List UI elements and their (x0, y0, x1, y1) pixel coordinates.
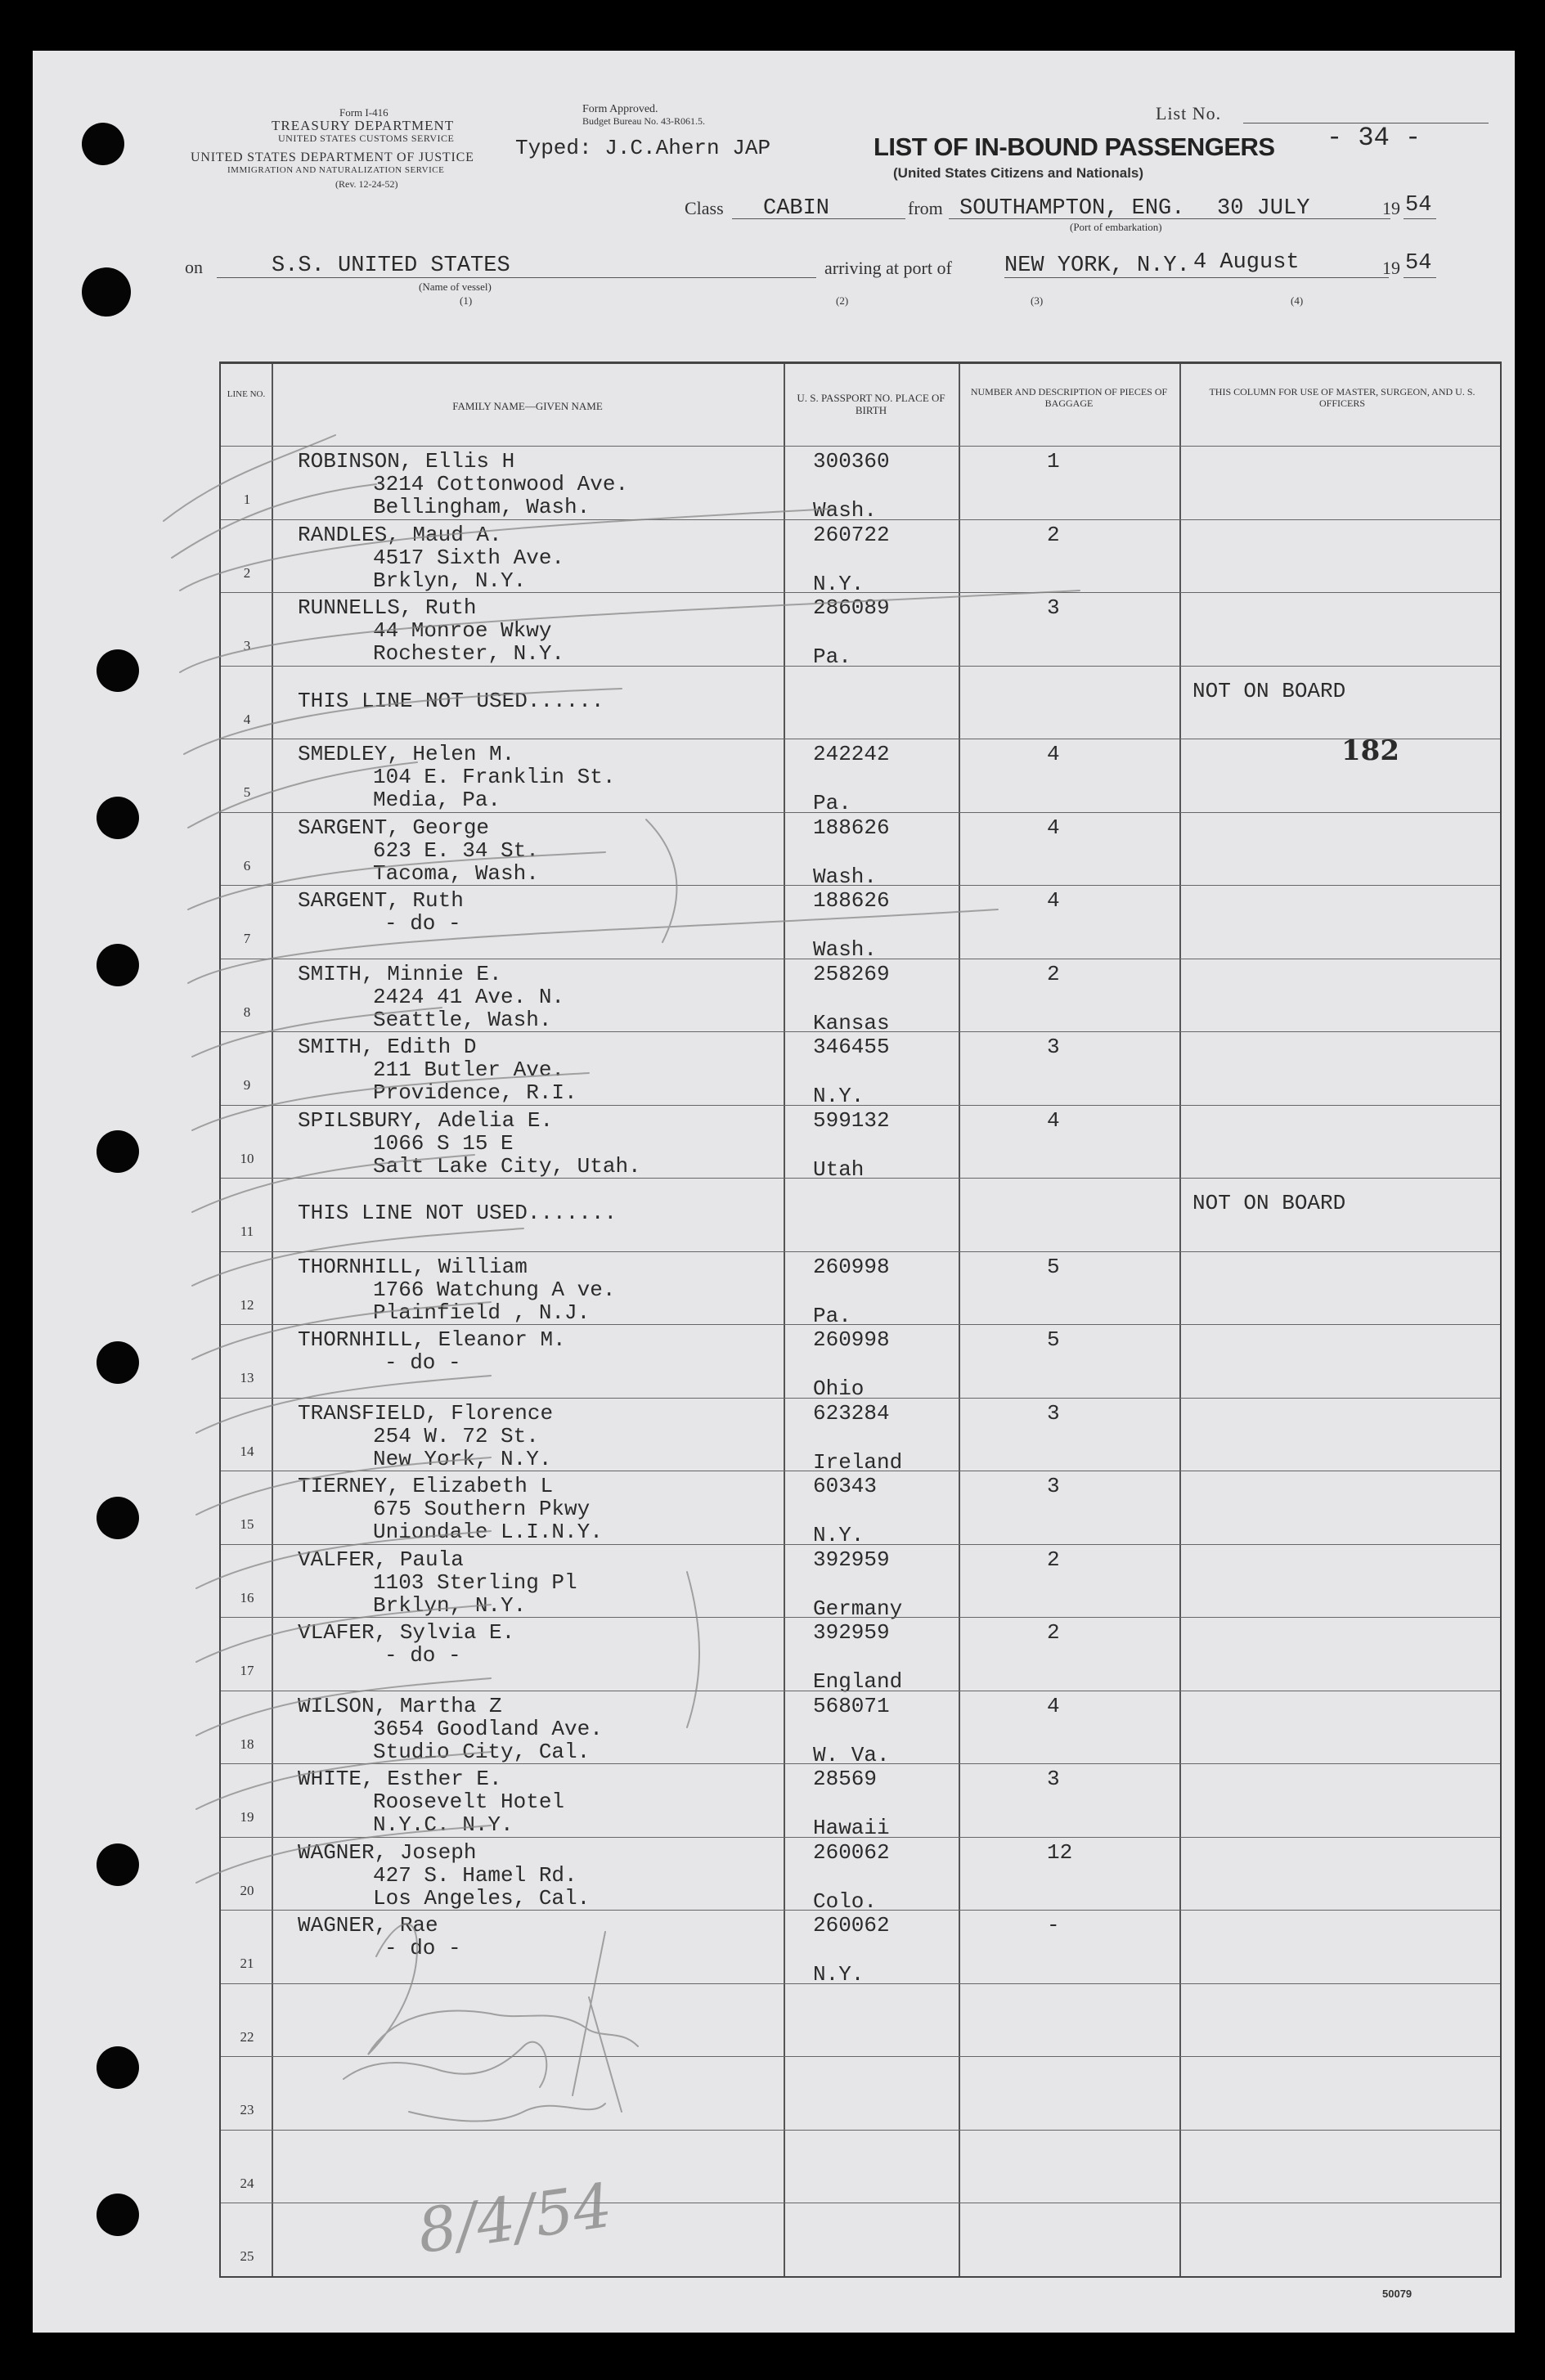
punch-hole (97, 1130, 139, 1173)
passenger-name: VLAFER, Sylvia E. (298, 1620, 515, 1645)
arrival-year-line (1404, 277, 1436, 278)
passenger-table (219, 361, 1502, 2278)
table-row (221, 1763, 1500, 1840)
place-of-birth: Pa. (813, 791, 851, 815)
baggage-count: 4 (1047, 742, 1060, 766)
address-line-2: N.Y.C. N.Y. (373, 1812, 514, 1837)
baggage-count: 1 (1047, 449, 1060, 474)
row-divider (221, 1763, 1500, 1764)
line-number: 4 (243, 711, 251, 727)
line-number: 2 (243, 564, 251, 581)
col-header-passport: U. S. PASSPORT NO. PLACE OF BIRTH (797, 392, 945, 416)
baggage-count: 2 (1047, 961, 1060, 986)
row-divider (221, 885, 1500, 886)
punch-hole (82, 267, 131, 317)
col-num-4: (4) (1291, 294, 1304, 307)
from-label: from (908, 198, 943, 218)
passenger-name: THIS LINE NOT USED....... (298, 1201, 618, 1225)
table-row (221, 1031, 1500, 1108)
row-divider (221, 1031, 1500, 1032)
address-line-1: 427 S. Hamel Rd. (373, 1862, 577, 1888)
line-number: 9 (243, 1077, 251, 1093)
line-number: 14 (240, 1443, 254, 1459)
table-row (221, 2056, 1500, 2130)
line-number: 16 (240, 1589, 254, 1605)
place-of-birth: N.Y. (813, 1084, 865, 1108)
address-line-1: - do - (384, 911, 461, 936)
row-divider (221, 1324, 1500, 1325)
punch-hole (97, 1341, 139, 1384)
place-of-birth: Hawaii (813, 1816, 890, 1840)
passport-number: 188626 (813, 815, 890, 840)
punch-hole (97, 649, 139, 692)
table-row (221, 1691, 1500, 1767)
address-line-1: - do - (384, 1643, 461, 1668)
row-divider (221, 519, 1500, 520)
place-of-birth: Kansas (813, 1010, 890, 1035)
passport-number: 300360 (813, 449, 890, 474)
baggage-count: 4 (1047, 815, 1060, 840)
col-num-3: (3) (1031, 294, 1044, 307)
address-line-2: Providence, R.I. (373, 1080, 577, 1105)
passport-number: 260722 (813, 522, 890, 547)
vessel-name: S.S. UNITED STATES (272, 254, 510, 278)
year-line (1404, 218, 1436, 219)
vessel-caption: (Name of vessel) (419, 281, 492, 293)
baggage-count: 2 (1047, 1620, 1060, 1645)
manifest-page (33, 51, 1515, 2333)
table-row (221, 812, 1500, 889)
address-line-2: Tacoma, Wash. (373, 860, 539, 886)
row-divider (221, 666, 1500, 667)
page-title: LIST OF IN-BOUND PASSENGERS (874, 132, 1275, 161)
line-number: 17 (240, 1663, 254, 1678)
address-line-2: Brklyn, N.Y. (373, 1592, 527, 1618)
address-line-1: 1103 Sterling Pl (373, 1569, 577, 1595)
address-line-2: Rochester, N.Y. (373, 641, 565, 666)
passenger-name: WHITE, Esther E. (298, 1767, 502, 1791)
passenger-name: VALFER, Paula (298, 1547, 464, 1572)
address-line-2: Bellingham, Wash. (373, 495, 591, 519)
class-value: CABIN (763, 196, 830, 221)
passenger-name: RUNNELLS, Ruth (298, 595, 477, 620)
form-approved: Form Approved. (582, 103, 658, 115)
punch-hole (82, 123, 124, 165)
passenger-name: RANDLES, Maud A. (298, 522, 502, 547)
line-number: 19 (240, 1809, 254, 1825)
baggage-count: 4 (1047, 1107, 1060, 1133)
baggage-count: 4 (1047, 1693, 1060, 1718)
passenger-name: SPILSBURY, Adelia E. (298, 1107, 554, 1133)
address-line-1: 623 E. 34 St. (373, 837, 539, 863)
passenger-name: THORNHILL, William (298, 1254, 528, 1279)
place-of-birth: W. Va. (813, 1742, 890, 1767)
line-number: 13 (240, 1370, 254, 1385)
table-row (221, 1398, 1500, 1475)
punch-hole (97, 944, 139, 986)
table-row (221, 1910, 1500, 1987)
port-of-embarkation: SOUTHAMPTON, ENG. (959, 196, 1185, 221)
passport-number: 346455 (813, 1035, 890, 1059)
list-number: - 34 - (1327, 123, 1421, 153)
line-number: 23 (240, 2102, 254, 2117)
row-divider (221, 1910, 1500, 1911)
treasury-dept: TREASURY DEPARTMENT (272, 118, 455, 133)
address-line-2: Uniondale L.I.N.Y. (373, 1520, 603, 1544)
line-number: 22 (240, 2028, 254, 2045)
list-no-label: List No. (1156, 103, 1222, 123)
passport-number: 392959 (813, 1620, 890, 1645)
line-number: 18 (240, 1736, 254, 1752)
table-row (221, 1251, 1500, 1328)
baggage-count: 3 (1047, 1767, 1060, 1791)
punch-hole (97, 2046, 139, 2089)
passport-number: 260062 (813, 1913, 890, 1938)
col-header-baggage: NUMBER AND DESCRIPTION OF PIECES OF BAGGAGE (970, 386, 1168, 409)
address-line-1: 1766 Watchung A ve. (373, 1277, 616, 1302)
arrival-date: 4 August (1193, 250, 1300, 275)
col-header-name: FAMILY NAME—GIVEN NAME (452, 400, 603, 412)
place-of-birth: Ireland (813, 1449, 903, 1475)
typed-by: Typed: J.C.Ahern JAP (515, 136, 771, 160)
row-divider (221, 592, 1500, 593)
address-line-2: Seattle, Wash. (373, 1007, 552, 1032)
table-row (221, 1471, 1500, 1547)
baggage-count: - (1047, 1913, 1060, 1938)
passport-number: 260062 (813, 1839, 890, 1865)
line-number: 10 (240, 1150, 254, 1166)
passport-number: 623284 (813, 1400, 890, 1426)
row-divider (221, 1251, 1500, 1252)
punch-hole (97, 1843, 139, 1886)
budget-bureau: Budget Bureau No. 43-R061.5. (582, 115, 705, 127)
baggage-count: 3 (1047, 595, 1060, 620)
passport-number: 260998 (813, 1327, 890, 1352)
port-caption: (Port of embarkation) (1070, 221, 1162, 233)
officer-note: NOT ON BOARD (1192, 678, 1346, 703)
address-line-1: 2424 41 Ave. N. (373, 984, 565, 1009)
place-of-birth: N.Y. (813, 571, 865, 596)
address-line-1: Roosevelt Hotel (373, 1789, 565, 1814)
arriving-label: arriving at port of (824, 258, 952, 278)
baggage-count: 3 (1047, 1474, 1060, 1498)
table-row (221, 1324, 1500, 1401)
row-divider (221, 1105, 1500, 1106)
customs-service: UNITED STATES CUSTOMS SERVICE (278, 132, 455, 144)
address-line-1: 3214 Cottonwood Ave. (373, 472, 629, 496)
row-divider (221, 1398, 1500, 1399)
address-line-1: 254 W. 72 St. (373, 1423, 539, 1448)
officer-note: 182 (1341, 734, 1399, 767)
embarkation-year: 54 (1405, 193, 1432, 218)
address-line-1: - do - (384, 1350, 461, 1375)
arrival-year: 54 (1405, 251, 1432, 276)
passenger-name: THORNHILL, Eleanor M. (298, 1327, 566, 1352)
passenger-name: TIERNEY, Elizabeth L (298, 1474, 554, 1498)
passport-number: 286089 (813, 595, 890, 620)
baggage-count: 2 (1047, 1547, 1060, 1572)
address-line-2: New York, N.Y. (373, 1446, 552, 1471)
place-of-birth: Pa. (813, 1303, 851, 1328)
line-number: 5 (243, 784, 251, 800)
baggage-count: 5 (1047, 1327, 1060, 1352)
row-divider (221, 1983, 1500, 1984)
row-divider (221, 1544, 1500, 1545)
passport-number: 392959 (813, 1547, 890, 1572)
handwritten-date: 8/4/54 (413, 2170, 617, 2268)
row-divider (221, 2056, 1500, 2057)
table-row (221, 1544, 1500, 1621)
line-number: 6 (243, 857, 251, 873)
table-row (221, 1105, 1500, 1182)
table-row (221, 666, 1500, 739)
punch-hole (97, 1497, 139, 1539)
passport-number: 188626 (813, 888, 890, 913)
passenger-name: SARGENT, George (298, 815, 490, 840)
passport-number: 28569 (813, 1767, 878, 1791)
table-row (221, 1837, 1500, 1914)
passport-number: 60343 (813, 1474, 878, 1498)
passenger-name: THIS LINE NOT USED...... (298, 688, 604, 713)
row-divider (221, 1178, 1500, 1179)
row-divider (221, 1617, 1500, 1618)
table-row (221, 1617, 1500, 1694)
line-number: 24 (240, 2175, 254, 2191)
place-of-birth: Ohio (813, 1376, 865, 1401)
passenger-name: WAGNER, Joseph (298, 1839, 477, 1865)
row-divider (221, 2130, 1500, 2131)
place-of-birth: Wash. (813, 864, 878, 889)
table-row (221, 1178, 1500, 1251)
address-line-1: 104 E. Franklin St. (373, 765, 616, 789)
ins-service: IMMIGRATION AND NATURALIZATION SERVICE (227, 165, 445, 175)
line-number: 8 (243, 1004, 251, 1020)
address-line-1: 44 Monroe Wkwy (373, 618, 552, 643)
passport-number: 258269 (813, 961, 890, 986)
place-of-birth: Colo. (813, 1888, 878, 1914)
table-row (221, 592, 1500, 669)
passenger-name: WILSON, Martha Z (298, 1693, 502, 1718)
table-row (221, 2203, 1500, 2276)
line-number: 12 (240, 1296, 254, 1313)
passenger-name: SARGENT, Ruth (298, 888, 464, 913)
baggage-count: 3 (1047, 1035, 1060, 1059)
passenger-name: SMITH, Edith D (298, 1035, 477, 1059)
passenger-name: ROBINSON, Ellis H (298, 449, 515, 474)
line-number: 11 (240, 1224, 254, 1239)
table-row (221, 2130, 1500, 2203)
baggage-count: 3 (1047, 1400, 1060, 1426)
address-line-2: Plainfield , N.J. (373, 1300, 591, 1325)
place-of-birth: Pa. (813, 644, 851, 669)
page-subtitle: (United States Citizens and Nationals) (893, 165, 1144, 181)
line-number: 1 (243, 492, 251, 507)
arrival-year-prefix: 19 (1382, 258, 1400, 278)
address-line-2: Studio City, Cal. (373, 1739, 591, 1764)
form-number: Form I-416 (339, 106, 388, 119)
row-divider (221, 1837, 1500, 1838)
address-line-1: 3654 Goodland Ave. (373, 1716, 603, 1741)
place-of-birth: N.Y. (813, 1523, 865, 1547)
line-number: 15 (240, 1516, 254, 1532)
passport-number: 568071 (813, 1693, 890, 1718)
baggage-count: 2 (1047, 522, 1060, 547)
class-label: Class (685, 198, 724, 218)
embarkation-date: 30 JULY (1217, 196, 1310, 221)
revision: (Rev. 12-24-52) (335, 178, 398, 190)
place-of-birth: N.Y. (813, 1962, 865, 1987)
passport-number: 599132 (813, 1107, 890, 1133)
address-line-2: Brklyn, N.Y. (373, 568, 527, 593)
line-number: 7 (243, 931, 251, 946)
address-line-1: 675 Southern Pkwy (373, 1497, 591, 1521)
baggage-count: 4 (1047, 888, 1060, 913)
baggage-count: 5 (1047, 1254, 1060, 1279)
row-divider (221, 812, 1500, 813)
officer-note: NOT ON BOARD (1192, 1191, 1346, 1215)
baggage-count: 12 (1047, 1839, 1073, 1865)
passport-number: 242242 (813, 742, 890, 766)
address-line-2: Salt Lake City, Utah. (373, 1153, 641, 1179)
table-row (221, 885, 1500, 962)
passenger-name: SMITH, Minnie E. (298, 961, 502, 986)
arrival-port: NEW YORK, N.Y. (1004, 254, 1190, 278)
col-num-2: (2) (836, 294, 849, 307)
place-of-birth: Wash. (813, 498, 878, 523)
table-row (221, 446, 1500, 523)
year-prefix: 19 (1382, 198, 1400, 218)
punch-hole (97, 797, 139, 839)
justice-dept: UNITED STATES DEPARTMENT OF JUSTICE (191, 150, 474, 164)
address-line-1: 211 Butler Ave. (373, 1058, 565, 1082)
line-number: 25 (240, 2248, 254, 2264)
address-line-1: 1066 S 15 E (373, 1130, 514, 1156)
place-of-birth: Germany (813, 1596, 903, 1621)
col-header-line-no: LINE NO. (227, 389, 266, 399)
passenger-name: WAGNER, Rae (298, 1913, 438, 1938)
table-row (221, 734, 1500, 815)
passenger-name: TRANSFIELD, Florence (298, 1400, 554, 1426)
address-line-2: Los Angeles, Cal. (373, 1885, 591, 1911)
address-line-1: 4517 Sixth Ave. (373, 545, 565, 570)
passenger-name: SMEDLEY, Helen M. (298, 742, 515, 766)
col-num-1: (1) (460, 294, 473, 307)
line-number: 21 (240, 1956, 254, 1971)
line-number: 3 (243, 638, 251, 653)
punch-hole (97, 2194, 139, 2236)
address-line-1: - do - (384, 1936, 461, 1960)
place-of-birth: Utah (813, 1156, 865, 1182)
passport-number: 260998 (813, 1254, 890, 1279)
place-of-birth: Wash. (813, 937, 878, 962)
table-row (221, 519, 1500, 596)
col-header-officers: THIS COLUMN FOR USE OF MASTER, SURGEON, AND U. S. OFFICERS (1209, 386, 1475, 409)
line-number: 20 (240, 1882, 254, 1898)
footer-code: 50079 (1382, 2288, 1413, 2300)
row-divider (221, 446, 1500, 447)
table-row (221, 959, 1500, 1035)
place-of-birth: England (813, 1669, 903, 1694)
address-line-2: Media, Pa. (373, 788, 501, 812)
table-row (221, 1983, 1500, 2057)
on-label: on (185, 257, 203, 277)
